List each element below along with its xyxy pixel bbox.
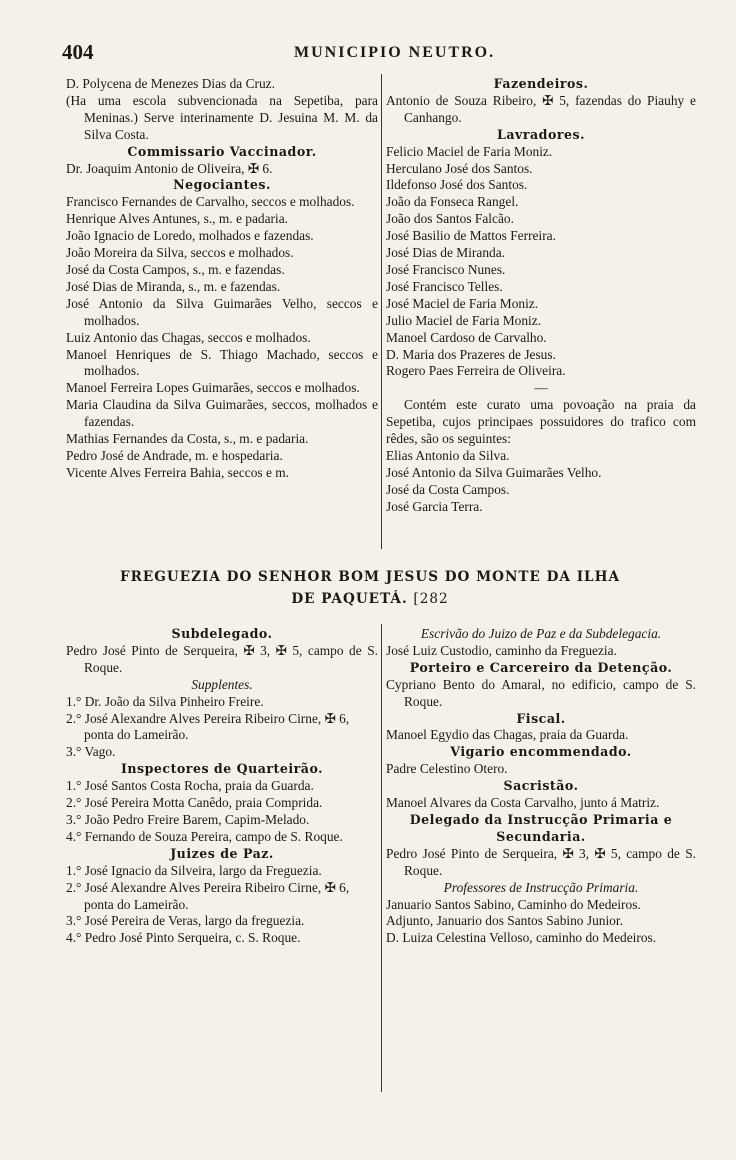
running-title: MUNICIPIO NEUTRO. [294,44,496,61]
section-heading: Subdelegado. [171,626,273,641]
entry: 1.° José Ignacio da Silveira, largo da Freguezia. [66,862,322,878]
entry: (Ha uma escola subvencionada na Sepetiba, para Meninas.) Serve interinamente D. Jesuina M. M. da Silva Costa. [66,92,378,142]
section-heading: Commissario Vaccinador. [127,143,317,159]
bottom-right-column [386,626,696,947]
top-left-column [66,76,378,482]
section-ref: [282 [413,591,449,607]
entry: D. Polycena de Menezes Dias da Cruz. [66,76,275,91]
entry: José Maciel de Faria Moniz. [386,295,539,311]
entry: José Antonio da Silva Guimarães Velho, seccos e molhados. [66,295,378,328]
entry: Maria Claudina da Silva Guimarães, seccos, molhados e fazendas. [66,397,378,430]
entry: Contém este curato uma povoação na praia da Sepetiba, cujos principaes possuidores do trafico com rêdes, são os seguintes: [386,397,696,447]
section-heading: Fazendeiros. [493,76,589,91]
entry: José Antonio da Silva Guimarães Velho. [386,464,602,480]
entry: José Dias de Miranda, s., m. e fazendas. [66,278,281,294]
entry: José Francisco Telles. [386,278,503,294]
entry: João da Fonseca Rangel. [386,194,519,210]
entry: Rogero Paes Ferreira de Oliveira. [386,363,566,379]
entry: Luiz Antonio das Chagas, seccos e molhados. [66,329,311,345]
section-heading: Lavradores. [497,126,585,142]
section-heading: Juizes de Paz. [170,845,274,861]
entry: João Moreira da Silva, seccos e molhados. [66,245,294,261]
entry: José da Costa Campos. [386,481,510,497]
entry: 1.° José Santos Costa Rocha, praia da Guarda. [66,778,314,794]
entry: Ildefonso José dos Santos. [386,177,528,193]
entry: Dr. Joaquim Antonio de Oliveira, ✠ 6. [66,160,273,176]
entry: D. Maria dos Prazeres de Jesus. [386,346,556,362]
entry: 3.° João Pedro Freire Barem, Capim-Melado. [66,811,310,827]
entry: Pedro José de Andrade, m. e hospedaria. [66,447,283,463]
entry: Adjunto, Januario dos Santos Sabino Junior. [386,913,623,929]
column-divider-top [381,74,382,549]
section-heading: Escrivão do Juizo de Paz e da Subdelegacia. [420,626,662,641]
entry: Manoel Egydio das Chagas, praia da Guarda. [386,727,629,743]
section-heading: Sacristão. [503,778,579,794]
entry: Pedro José Pinto de Serqueira, ✠ 3, ✠ 5, campo de S. Roque. [386,845,696,878]
entry: Pedro José Pinto de Serqueira, ✠ 3, ✠ 5, campo de S. Roque. [66,642,378,675]
section-title-line2: DE PAQUETÁ. [291,591,408,607]
entry: 3.° Vago. [66,744,116,760]
entry: 4.° Fernando de Souza Pereira, campo de S. Roque. [66,828,343,844]
entry: Padre Celestino Otero. [386,761,508,777]
page-number: 404 [62,40,94,64]
entry: José Basilio de Mattos Ferreira. [386,228,556,244]
section-heading: Negociantes. [173,177,271,193]
entry: Antonio de Souza Ribeiro, ✠ 5, fazendas do Piauhy e Canhango. [386,92,696,125]
section-heading: Inspectores de Quarteirão. [120,761,324,777]
entry: Francisco Fernandes de Carvalho, seccos e molhados. [66,194,355,210]
entry: Vicente Alves Ferreira Bahia, seccos e m. [66,464,290,480]
entry: João dos Santos Falcão. [386,211,514,227]
entry: Elias Antonio da Silva. [386,447,510,463]
section-title-line2-wrap [90,588,650,610]
entry: 3.° José Pereira de Veras, largo da freguezia. [66,913,305,929]
entry: Julio Maciel de Faria Moniz. [386,312,542,328]
entry: Felicio Maciel de Faria Moniz. [386,143,553,159]
top-right-column [386,76,696,516]
entry: José Francisco Nunes. [386,261,506,277]
entry: José Dias de Miranda. [386,245,505,261]
entry: 4.° Pedro José Pinto Serqueira, c. S. Roque. [66,930,301,946]
bottom-left-column [66,626,378,947]
section-heading: Vigario encommendado. [450,744,632,760]
section-title [90,566,650,610]
entry: Henrique Alves Antunes, s., m. e padaria. [66,211,289,227]
entry: José Luiz Custodio, caminho da Freguezia. [386,642,617,658]
section-heading: Professores de Instrucção Primaria. [443,879,639,895]
section-heading: Fiscal. [516,710,566,726]
entry: Manoel Henriques de S. Thiago Machado, seccos e molhados. [66,346,378,379]
entry: Mathias Fernandes da Costa, s., m. e padaria. [66,431,309,447]
entry: Januario Santos Sabino, Caminho do Medeiros. [386,896,641,912]
section-heading: Supplentes. [191,676,253,692]
entry: 2.° José Alexandre Alves Pereira Ribeiro Cirne, ✠ 6, ponta do Lameirão. [66,710,350,743]
entry: Manoel Cardoso de Carvalho. [386,329,547,345]
section-heading: Porteiro e Carcereiro da Detenção. [409,659,673,675]
entry: 1.° Dr. João da Silva Pinheiro Freire. [66,693,264,709]
entry: José Garcia Terra. [386,498,483,514]
entry: D. Luiza Celestina Velloso, caminho do Medeiros. [386,930,657,946]
separator-dash: — [534,380,548,396]
entry: Herculano José dos Santos. [386,160,533,176]
entry: Manoel Alvares da Costa Carvalho, junto á Matriz. [386,795,660,811]
section-heading: Delegado da Instrucção Primaria e Secundaria. [409,811,673,844]
entry: Manoel Ferreira Lopes Guimarães, seccos e molhados. [66,380,360,396]
entry: 2.° José Pereira Motta Canêdo, praia Comprida. [66,795,323,811]
column-divider-bottom [381,624,382,1092]
entry: José da Costa Campos, s., m. e fazendas. [66,261,285,277]
entry: João Ignacio de Loredo, molhados e fazendas. [66,228,314,244]
entry: 2.° José Alexandre Alves Pereira Ribeiro Cirne, ✠ 6, ponta do Lameirão. [66,879,350,912]
section-title-line1: FREGUEZIA DO SENHOR BOM JESUS DO MONTE DA ILHA [119,569,621,585]
entry: Cypriano Bento do Amaral, no edificio, campo de S. Roque. [386,676,696,709]
